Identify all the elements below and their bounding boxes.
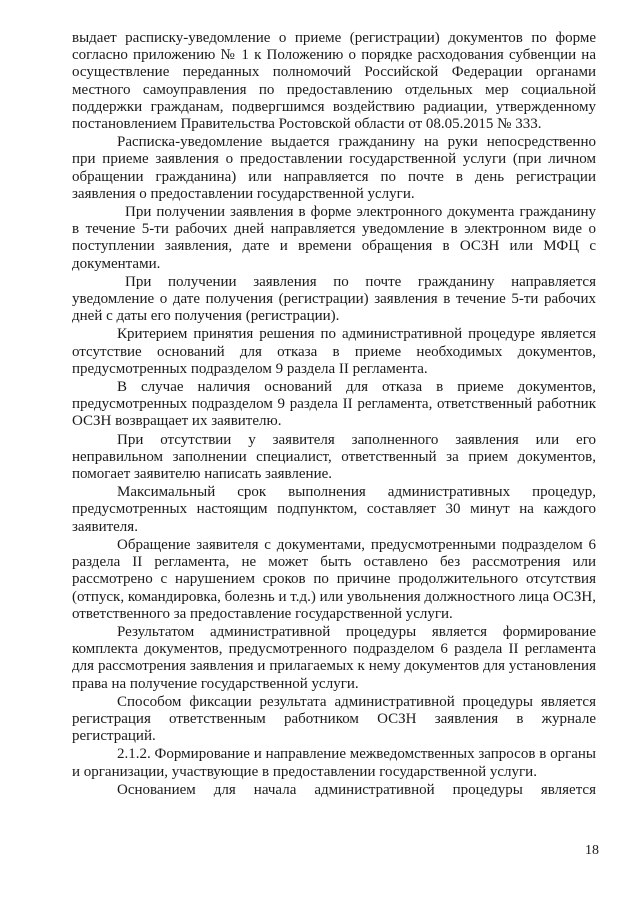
- paragraph-no-delay: Обращение заявителя с документами, предусмотренными подразделом 6 раздела II регламента, не может быть оставлено без рассмотрения или рассмотрено с нарушением сроков по причине продолжительного отсутствия (отпуск, командировка, болезнь и т.д.) или увольнения должностного лица ОСЗН, ответственного за предоставление государственной услуги.: [72, 536, 596, 622]
- paragraph-assistance: При отсутствии у заявителя заполненного заявления или его неправильном заполнении специалист, ответственный за прием документов, помогает заявителю написать заявление.: [72, 431, 596, 483]
- paragraph-refusal-grounds: В случае наличия оснований для отказа в приеме документов, предусмотренных подразделом 9 раздела II регламента, ответственный работник ОСЗН возвращает их заявителю.: [72, 379, 596, 430]
- paragraph-receipt-notice: Расписка-уведомление выдается гражданину на руки непосредственно при приеме заявления о предоставлении государственной услуги (при личном обращении гражданина) или направляется по почте в день регистрации заявления о предоставлении государственной услуги.: [72, 134, 596, 202]
- paragraph-basis: Основанием для начала административной процедуры является: [117, 781, 596, 798]
- page-number: 18: [585, 843, 599, 858]
- paragraph-result: Результатом административной процедуры является формирование комплекта документов, предусмотренного подразделом 6 раздела II регламента для рассмотрения заявления и прилагаемых к нему документов для установления права на получение государственной услуги.: [72, 623, 596, 692]
- section-heading-2-1-2: 2.1.2. Формирование и направление межведомственных запросов в органы и организации, участвующие в предоставлении государственной услуги.: [72, 746, 596, 780]
- paragraph-fixation: Способом фиксации результата административной процедуры является регистрация ответственным работником ОСЗН заявления в журнале регистраций.: [72, 693, 596, 745]
- paragraph-postal-application: При получении заявления по почте гражданину направляется уведомление о дате получения (регистрации) заявления в течение 5-ти рабочих дней с даты его получения (регистрации).: [72, 273, 596, 325]
- paragraph-continuation: выдает расписку-уведомление о приеме (регистрации) документов по форме согласно приложению № 1 к Положению о порядке расходования субвенции на осуществление переданных полномочий Российской Федерации органами местного самоуправления по предоставлению отдельных мер социальной поддержки гражданам, подвергшимся воздействию радиации, утвержденному постановлением Правительства Ростовской области от 08.05.2015 № 333.: [72, 30, 596, 133]
- paragraph-decision-criterion: Критерием принятия решения по административной процедуре является отсутствие оснований для отказа в приеме необходимых документов, предусмотренных подразделом 9 раздела II регламента.: [72, 326, 596, 377]
- paragraph-electronic-application: При получении заявления в форме электронного документа гражданину в течение 5-ти рабочих дней направляется уведомление в электронном виде о поступлении заявления, дате и времени обращения в ОСЗН или МФЦ с документами.: [72, 204, 596, 272]
- paragraph-max-duration: Максимальный срок выполнения административных процедур, предусмотренных настоящим подпунктом, составляет 30 минут на каждого заявителя.: [72, 484, 596, 535]
- document-body: [72, 30, 596, 800]
